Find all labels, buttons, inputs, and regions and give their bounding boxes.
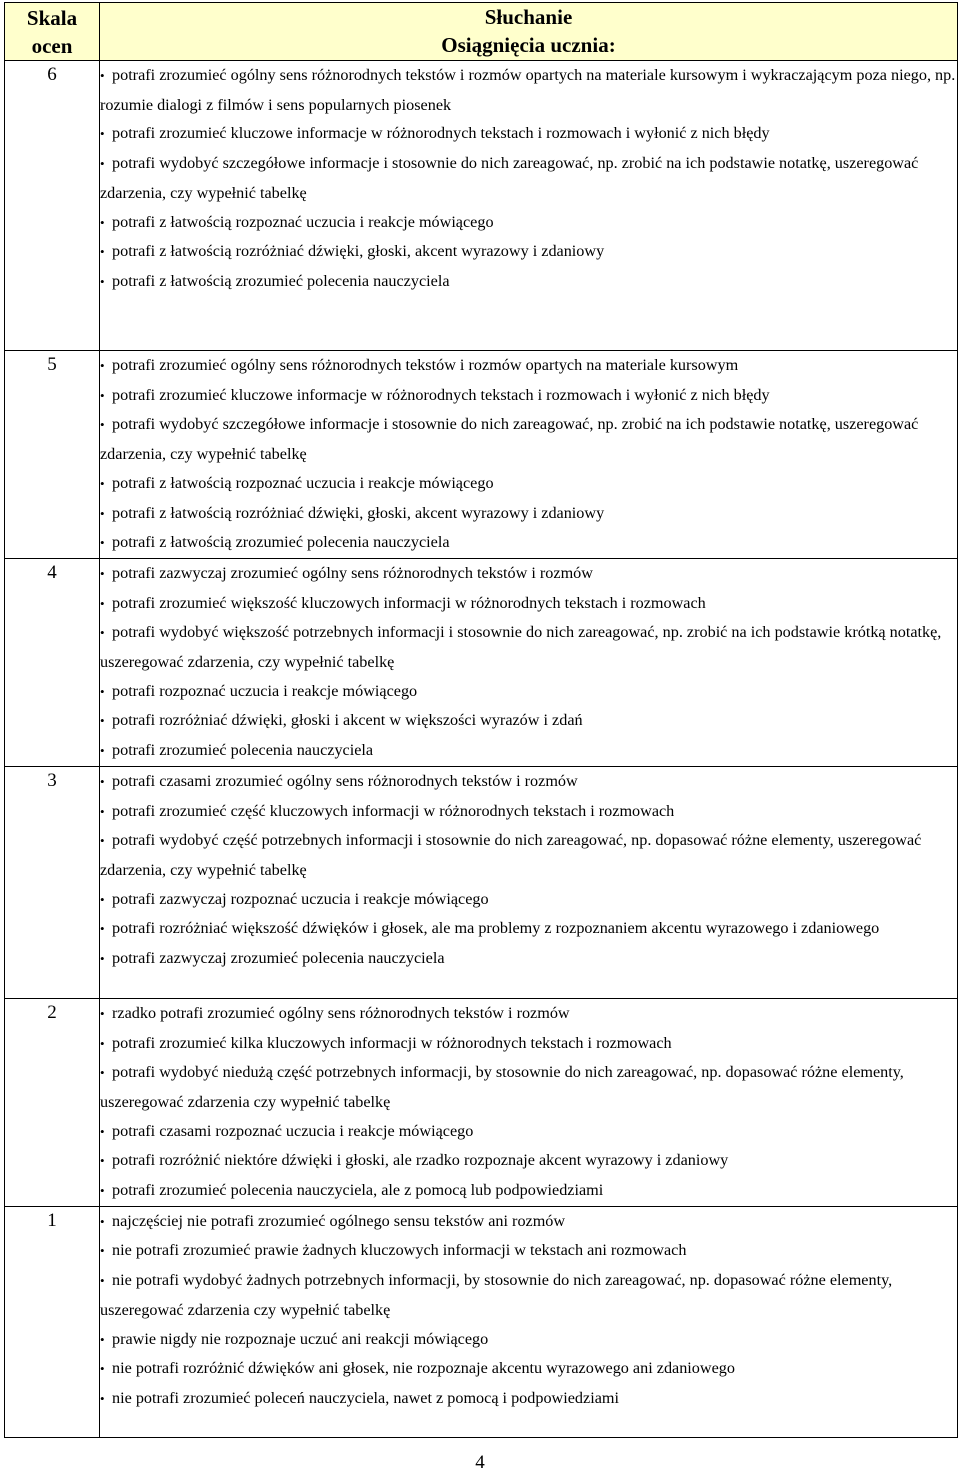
- bullet-icon: •: [100, 417, 105, 433]
- bullet-icon: •: [100, 535, 105, 551]
- bullet-icon: •: [100, 833, 105, 849]
- list-item: [100, 944, 957, 974]
- item-text: potrafi z łatwością zrozumieć polecenia nauczyciela: [112, 533, 450, 552]
- item-text: nie potrafi wydobyć żadnych potrzebnych informacji, by stosownie do nich zareagować, np. dopasować różne elementy, uszeregować zdarzenia czy wypełnić tabelkę: [100, 1271, 893, 1319]
- bullet-icon: •: [100, 1361, 105, 1377]
- bullet-icon: •: [100, 387, 105, 403]
- bullet-icon: •: [100, 1213, 105, 1229]
- list-item: [100, 885, 957, 915]
- bullet-icon: •: [100, 1065, 105, 1081]
- list-item: [100, 1207, 957, 1237]
- grade-value: 2: [5, 998, 100, 1206]
- list-item: [100, 914, 957, 944]
- list-item: [100, 469, 957, 499]
- bullet-icon: •: [100, 1243, 105, 1259]
- item-text: rzadko potrafi zrozumieć ogólny sens różnorodnych tekstów i rozmów: [112, 1003, 570, 1022]
- item-text: najczęściej nie potrafi zrozumieć ogólnego sensu tekstów ani rozmów: [112, 1211, 566, 1230]
- item-text: potrafi wydobyć szczegółowe informacje i stosownie do nich zareagować, np. zrobić na ich podstawie notatkę, uszeregować zdarzenia, czy wypełnić tabelkę: [100, 415, 919, 464]
- bullet-icon: •: [100, 1183, 105, 1199]
- grade-row-3: [5, 766, 958, 998]
- bullet-icon: •: [100, 244, 105, 260]
- list-item: [100, 1236, 957, 1266]
- bullet-icon: •: [100, 803, 105, 819]
- grade-row-2: [5, 998, 958, 1206]
- grade-row-6: [5, 61, 958, 351]
- item-text: potrafi wydobyć szczegółowe informacje i stosownie do nich zareagować, np. zrobić na ich podstawie notatkę, uszeregować zdarzenia, czy wypełnić tabelkę: [100, 154, 919, 202]
- bullet-icon: •: [100, 625, 105, 641]
- item-text: potrafi rozróżniać większość dźwięków i głosek, ale ma problemy z rozpoznaniem akcentu wyrazowego i zdaniowego: [112, 919, 880, 938]
- scale-header-line2: ocen: [31, 34, 73, 58]
- bullet-icon: •: [100, 156, 105, 172]
- item-text: potrafi zrozumieć część kluczowych informacji w różnorodnych tekstach i rozmowach: [112, 801, 675, 820]
- grade-value: 3: [5, 766, 100, 998]
- item-text: potrafi rozróżnić niektóre dźwięki i głoski, ale rzadko rozpoznaje akcent wyrazowy i zdaniowy: [112, 1151, 729, 1170]
- bullet-icon: •: [100, 595, 105, 611]
- list-item: [100, 767, 957, 797]
- list-item: [100, 267, 957, 297]
- item-text: potrafi zrozumieć kluczowe informacje w różnorodnych tekstach i rozmowach i wyłonić z nich błędy: [112, 385, 770, 404]
- bullet-icon: •: [100, 126, 105, 142]
- item-text: potrafi wydobyć niedużą część potrzebnych informacji, by stosownie do nich zareagować, np. dopasować różne elementy, uszeregować zdarzenia czy wypełnić tabelkę: [100, 1063, 904, 1111]
- bullet-icon: •: [100, 475, 105, 491]
- bullet-icon: •: [100, 891, 105, 907]
- grade-value: 6: [5, 61, 100, 351]
- grade-row-5: [5, 351, 958, 559]
- item-text: potrafi z łatwością rozpoznać uczucia i reakcje mówiącego: [112, 212, 494, 231]
- list-item: [100, 119, 957, 149]
- list-item: [100, 559, 957, 589]
- list-item: [100, 1117, 957, 1147]
- list-item: [100, 149, 957, 207]
- list-item: [100, 1176, 957, 1206]
- item-text: potrafi wydobyć część potrzebnych informacji i stosownie do nich zareagować, np. dopasować różne elementy, uszeregować zdarzenia, czy wypełnić tabelkę: [100, 831, 922, 879]
- bullet-icon: •: [100, 1123, 105, 1139]
- achievements-header: [100, 3, 958, 61]
- item-text: potrafi zrozumieć kilka kluczowych informacji w różnorodnych tekstach i rozmowach: [112, 1033, 672, 1052]
- bullet-icon: •: [100, 773, 105, 789]
- list-item: [100, 61, 957, 119]
- section-title: Słuchanie: [484, 5, 573, 29]
- item-text: potrafi z łatwością rozróżniać dźwięki, głoski, akcent wyrazowy i zdaniowy: [112, 242, 605, 261]
- item-text: potrafi zrozumieć większość kluczowych informacji w różnorodnych tekstach i rozmowach: [112, 593, 706, 612]
- item-text: potrafi wydobyć większość potrzebnych informacji i stosownie do nich zareagować, np. zrobić na ich podstawie krótką notatkę, uszeregować zdarzenia, czy wypełnić tabelkę: [100, 623, 942, 672]
- bullet-icon: •: [100, 1005, 105, 1021]
- list-item: [100, 677, 957, 707]
- list-item: [100, 826, 957, 884]
- bullet-icon: •: [100, 358, 105, 373]
- item-text: potrafi czasami rozpoznać uczucia i reakcje mówiącego: [112, 1121, 474, 1140]
- list-item: [100, 1354, 957, 1384]
- item-text: nie potrafi rozróżnić dźwięków ani głosek, nie rozpoznaje akcentu wyrazowego ani zdaniowego: [112, 1359, 735, 1378]
- item-text: potrafi rozpoznać uczucia i reakcje mówiącego: [112, 681, 418, 700]
- grade-row-1: [5, 1206, 958, 1437]
- item-text: prawie nigdy nie rozpoznaje uczuć ani reakcji mówiącego: [112, 1329, 489, 1348]
- scale-header-line1: Skala: [26, 6, 78, 30]
- bullet-icon: •: [100, 1390, 105, 1406]
- item-text: potrafi z łatwością zrozumieć polecenia nauczyciela: [112, 271, 450, 290]
- list-item: [100, 499, 957, 529]
- bullet-icon: •: [100, 1273, 105, 1289]
- list-item: [100, 208, 957, 238]
- bullet-icon: •: [100, 214, 105, 230]
- bullet-icon: •: [100, 505, 105, 521]
- list-item: [100, 999, 957, 1029]
- item-text: potrafi z łatwością rozróżniać dźwięki, głoski, akcent wyrazowy i zdaniowy: [112, 503, 605, 522]
- list-item: [100, 1029, 957, 1059]
- grade-value: 5: [5, 351, 100, 559]
- grade-value: 1: [5, 1206, 100, 1437]
- list-item: [100, 1266, 957, 1324]
- item-text: potrafi zrozumieć ogólny sens różnorodnych tekstów i rozmów opartych na materiale kursowym: [112, 356, 739, 374]
- grade-value: 4: [5, 558, 100, 766]
- item-text: potrafi z łatwością rozpoznać uczucia i reakcje mówiącego: [112, 473, 494, 492]
- section-subtitle: Osiągnięcia ucznia:: [441, 33, 616, 57]
- list-item: [100, 706, 957, 736]
- grade-description: [100, 61, 958, 351]
- list-item: [100, 410, 957, 468]
- bullet-icon: •: [100, 565, 105, 581]
- bullet-icon: •: [100, 683, 105, 699]
- grade-description: [100, 351, 958, 559]
- grade-description: [100, 558, 958, 766]
- item-text: potrafi zrozumieć kluczowe informacje w różnorodnych tekstach i rozmowach i wyłonić z nich błędy: [112, 124, 770, 143]
- grade-description: [100, 998, 958, 1206]
- bullet-icon: •: [100, 68, 105, 83]
- list-item: [100, 351, 957, 381]
- list-item: [100, 797, 957, 827]
- bullet-icon: •: [100, 743, 105, 759]
- page-number: 4: [475, 1452, 485, 1473]
- bullet-icon: •: [100, 1035, 105, 1051]
- bullet-icon: •: [100, 951, 105, 967]
- bullet-icon: •: [100, 713, 105, 729]
- bullet-icon: •: [100, 921, 105, 937]
- list-item: [100, 1325, 957, 1355]
- assessment-table: [4, 2, 958, 1438]
- bullet-icon: •: [100, 1331, 105, 1347]
- item-text: potrafi zazwyczaj zrozumieć polecenia nauczyciela: [112, 949, 445, 968]
- header-row: [5, 3, 958, 61]
- list-item: [100, 528, 957, 558]
- item-text: potrafi czasami zrozumieć ogólny sens różnorodnych tekstów i rozmów: [112, 771, 578, 790]
- list-item: [100, 237, 957, 267]
- grade-description: [100, 766, 958, 998]
- item-text: potrafi zrozumieć ogólny sens różnorodnych tekstów i rozmów opartych na materiale kursowym i wykraczającym poza niego, np. rozumie dialogi z filmów i sens popularnych piosenek: [100, 66, 956, 114]
- scale-header: [5, 3, 100, 61]
- list-item: [100, 589, 957, 619]
- list-item: [100, 736, 957, 766]
- list-item: [100, 1146, 957, 1176]
- list-item: [100, 618, 957, 676]
- list-item: [100, 1384, 957, 1414]
- item-text: nie potrafi zrozumieć prawie żadnych kluczowych informacji w tekstach ani rozmowach: [112, 1241, 687, 1260]
- item-text: potrafi zazwyczaj zrozumieć ogólny sens różnorodnych tekstów i rozmów: [112, 563, 593, 582]
- item-text: potrafi zrozumieć polecenia nauczyciela: [112, 741, 374, 760]
- bullet-icon: •: [100, 1153, 105, 1169]
- grade-description: [100, 1206, 958, 1437]
- item-text: potrafi zazwyczaj rozpoznać uczucia i reakcje mówiącego: [112, 889, 489, 908]
- item-text: nie potrafi zrozumieć poleceń nauczyciela, nawet z pomocą i podpowiedziami: [112, 1388, 619, 1407]
- grade-row-4: [5, 558, 958, 766]
- list-item: [100, 1058, 957, 1116]
- list-item: [100, 381, 957, 411]
- bullet-icon: •: [100, 273, 105, 289]
- item-text: potrafi rozróżniać dźwięki, głoski i akcent w większości wyrazów i zdań: [112, 711, 583, 730]
- item-text: potrafi zrozumieć polecenia nauczyciela, ale z pomocą lub podpowiedziami: [112, 1181, 604, 1200]
